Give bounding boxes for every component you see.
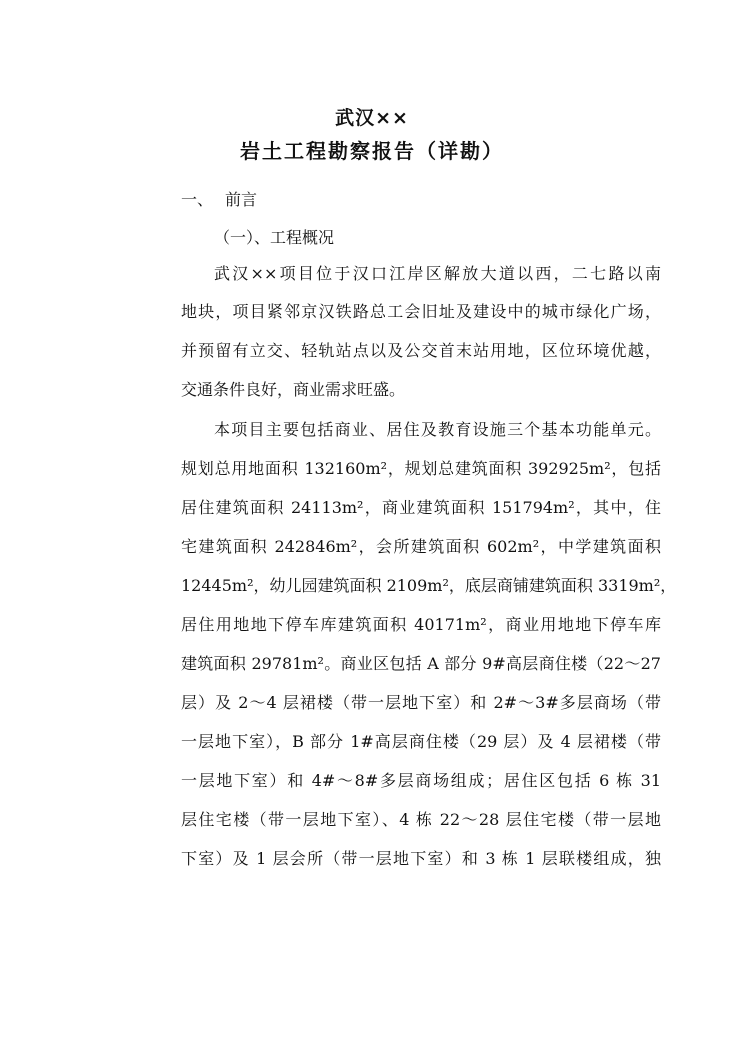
paragraph-2-line: 居住建筑面积 24113m²，商业建筑面积 151794m²，其中，住 [181, 498, 661, 517]
paragraph-1-line: 并预留有立交、轻轨站点以及公交首末站用地，区位环境优越， [181, 341, 661, 360]
section-number: 一、 [181, 190, 214, 209]
paragraph-2-line: 本项目主要包括商业、居住及教育设施三个基本功能单元。 [214, 420, 661, 439]
section-heading [181, 187, 257, 210]
section-title: 前言 [225, 190, 258, 209]
paragraph-1-line: 武汉××项目位于汉口江岸区解放大道以西，二七路以南 [214, 264, 661, 283]
paragraph-2-line: 宅建筑面积 242846m²，会所建筑面积 602m²，中学建筑面积 [181, 537, 661, 556]
paragraph-2-line: 下室）及 1 层会所（带一层地下室）和 3 栋 1 层联楼组成，独 [181, 849, 661, 868]
document-title: 武汉×× [335, 107, 409, 129]
document-subtitle: 岩土工程勘察报告（详勘） [240, 139, 504, 163]
paragraph-2-line: 12445m²，幼儿园建筑面积 2109m²，底层商铺建筑面积 3319m²， [181, 576, 677, 595]
paragraph-2-line: 规划总用地面积 132160m²，规划总建筑面积 392925m²，包括 [181, 459, 661, 478]
paragraph-2-line: 层）及 2～4 层裙楼（带一层地下室）和 2#～3#多层商场（带 [181, 693, 661, 712]
subsection-heading: （一）、工程概况 [214, 228, 335, 247]
paragraph-2-line: 一层地下室）和 4#～8#多层商场组成；居住区包括 6 栋 31 [181, 771, 661, 790]
paragraph-2-line: 建筑面积 29781m²。商业区包括 A 部分 9#高层商住楼（22～27 [181, 654, 661, 673]
paragraph-1-line: 交通条件良好，商业需求旺盛。 [181, 380, 406, 399]
paragraph-2-line: 居住用地地下停车库建筑面积 40171m²，商业用地地下停车库 [181, 615, 661, 634]
paragraph-2-line: 一层地下室），B 部分 1#高层商住楼（29 层）及 4 层裙楼（带 [181, 732, 661, 751]
paragraph-2-line: 层住宅楼（带一层地下室）、4 栋 22～28 层住宅楼（带一层地 [181, 810, 661, 829]
paragraph-1-line: 地块，项目紧邻京汉铁路总工会旧址及建设中的城市绿化广场， [181, 302, 661, 321]
